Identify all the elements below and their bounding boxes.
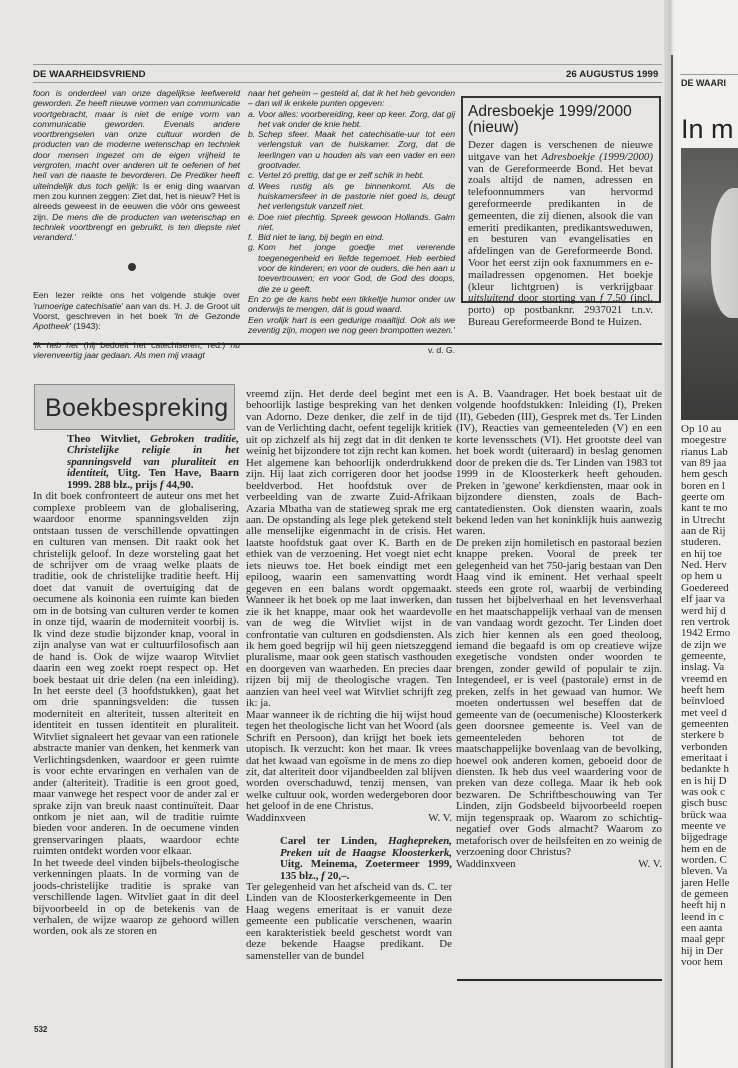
publication-name: DE WAARHEIDSVRIEND xyxy=(33,69,146,80)
text-line: ren vertrok xyxy=(681,615,730,628)
text-segment: Adresboekje (1999/2000) xyxy=(541,150,653,163)
text-segment: 'In de Gezonde Apotheek' xyxy=(33,311,240,332)
text-line: gisch busc xyxy=(681,797,728,810)
text-line: voor hem xyxy=(681,956,723,969)
signature: v. d. G. xyxy=(428,345,455,356)
paragraph xyxy=(456,389,662,538)
list-item-text: Kom het jonge goedje met vererende toegenegenheid en liefde tegemoet. Heb eerbied voor de kinderen; en voor de ouders, die hen aan u toevertrouwen; en voor God, de God des doops, die ze u geeft. xyxy=(258,242,455,294)
next-page xyxy=(680,0,738,1068)
paragraph xyxy=(246,710,452,813)
text-line: geerte om xyxy=(681,491,725,504)
text-line: hem gesch xyxy=(681,468,728,481)
list-item-label: g. xyxy=(248,242,256,253)
list-item xyxy=(248,109,455,130)
text-segment: Is er enig ding waarvan men zou kunnen zeggen: Ziet dat, het is nieuw? Het is alreeds geweest in de eeuwen die vóór ons geweest zijn. xyxy=(33,180,240,222)
text-line: rianus Lab xyxy=(681,445,728,458)
text-line: sterkere b xyxy=(681,729,725,742)
text-line: bijgedrage xyxy=(681,831,728,844)
list-item xyxy=(248,170,455,180)
section-heading-box xyxy=(34,384,235,430)
text-line: aan de Rij xyxy=(681,525,726,538)
header-top-rule xyxy=(33,64,662,65)
text-segment: uitsluitend xyxy=(468,292,514,305)
text-segment: Dezer dagen is verschenen de nieuwe uitgave van het xyxy=(468,139,653,163)
header-bottom-rule xyxy=(33,82,662,83)
list-item xyxy=(248,242,455,293)
text-line: jaren Helle xyxy=(681,876,730,889)
text-line: Goedereed xyxy=(681,581,729,594)
text-segment: 44,90. xyxy=(163,478,194,491)
text-segment: (1943): xyxy=(70,321,101,332)
text-line: de gemeen xyxy=(681,888,729,901)
list-item xyxy=(248,181,455,212)
text-segment: foon is onderdeel van onze dagelijkse leefwereld geworden. Ze heeft nieuwe vormen van communicatie voortgebracht, maar is niet de enige vorm van communicatie geworden. Evenals andere voortbrengselen van onze cultuur worden de producten van de moderne wetenschap en techniek door mensen ingezet om de eigen vrijheid te vergroten, macht over anderen uit te oefenen of het heil van de naaste te bevorderen. De Prediker heeft uiteindelijk dus toch gelijk: xyxy=(33,88,240,191)
text-line: inslag. Va xyxy=(681,661,725,674)
list-item-label: c. xyxy=(248,170,255,181)
text-segment: Theo Witvliet, xyxy=(67,433,151,445)
text-line: meente ve xyxy=(681,820,726,833)
text-line: in Utrecht xyxy=(681,513,726,526)
list-item-label: d. xyxy=(248,180,256,191)
next-page-header-rule xyxy=(680,74,738,75)
text-segment: f xyxy=(321,869,325,882)
text-line: brück waa xyxy=(681,808,727,821)
text-line: Op 10 au xyxy=(681,423,722,435)
signoff-place: Waddinxveen xyxy=(456,857,516,870)
text-segment: Uitg. Ten Have, Baarn 1999. 288 blz., prijs xyxy=(67,467,239,491)
text-segment: 20,–. xyxy=(324,869,350,882)
text-line: en is hij D xyxy=(681,774,727,787)
text-segment: is A. B. Vaandrager. Het boek bestaat uit de volgende hoofdstukken: Inleiding (I), Preken (II), Gebeden (III), Gesprek met ds. Ter Linden (IV), Reacties van gemeenteleden (V) en een korte levensschets (VI). Het grootste deel van het boek wordt (uiteraard) in beslag genomen door de preken die ds. Ter Linden van 1983 tot 1999 in de Kloosterkerk heeft gehouden. Preken in 'gewone' kerkdiensten, maar ook in bijzondere diensten, zoals de Bach-cantatediensten. Ook diensten waarin, zoals bekend leden van het koninklijk huis aanwezig waren. xyxy=(456,388,662,538)
text-line: leend in c xyxy=(681,910,724,923)
list-item-text: Schep sfeer. Maak het catechisatie-uur tot een verlengstuk van de huiskamer. Zorg, dat de leerlingen van u houden als van een vader en een grootvader. xyxy=(258,129,455,171)
list-item-text: Voor alles: voorbereiding, keer op keer. Zorg, dat gij het vak onder de knie hebt. xyxy=(258,108,455,129)
text-segment: f xyxy=(599,292,603,305)
list-intro: naar het geheim – gesteld al, dat ik het heb gevonden – dan wil ik enkele punten opgeven: xyxy=(248,88,455,109)
text-line: de zijn we xyxy=(681,638,727,651)
page-edge xyxy=(671,55,673,1068)
text-line: gemeente, xyxy=(681,649,726,662)
review-column-3 xyxy=(456,389,662,870)
text-segment: Haghepreken, Preken uit de Haagse Kloosterkerk, xyxy=(280,835,452,859)
text-segment: Ter gelegenheid van het afscheid van ds. C. ter Linden van de Kloosterkerkgemeente in Den Haag wegens emeritaat is er vanuit deze gemeente een publicatie verschenen, waarin een karakteristiek beeld geschetst wordt van deze bekende Haagse predikant. De samensteller van de bundel xyxy=(246,881,452,962)
text-line: studeren. xyxy=(681,536,722,549)
text-segment: vierenveertig jaar gedaan. Als men mij vraagt xyxy=(33,349,205,360)
section-bullet-icon xyxy=(128,263,136,271)
text-segment: aan van ds. H. J. de Groot uit Voorst, geschreven in het boek xyxy=(33,300,240,322)
text-line: heeft hem xyxy=(681,683,725,696)
text-segment: door storting van xyxy=(513,292,600,305)
signoff-initials: W. V. xyxy=(428,811,452,824)
paragraph xyxy=(33,88,240,242)
next-page-header: DE WAARI xyxy=(681,78,726,88)
text-line: vreemd en xyxy=(681,672,728,685)
text-line: maal gepr xyxy=(681,933,725,946)
text-line: Ned. Herv xyxy=(681,559,727,572)
list-item-label: a. xyxy=(248,108,256,119)
outro-paragraph: Een vrolijk hart is een gedurige maaltijd. Ook als we zeventig zijn, mogen we nog geen brompotten wezen.' xyxy=(248,314,455,335)
notice-box-adresboekje xyxy=(461,96,661,328)
notice-title: Adresboekje 1999/2000 (nieuw) xyxy=(468,103,632,136)
review-column-2 xyxy=(246,389,452,962)
text-line: emeritaat i xyxy=(681,751,728,764)
paragraph xyxy=(246,882,452,962)
text-line: beïnvloed xyxy=(681,695,725,708)
list-item-text: Wees rustig als ge binnenkomt. Als de huiskamersfeer in de pastorie niet goed is, deugt het verlengstuk vanzelf niet. xyxy=(258,180,455,212)
text-line: was ook c xyxy=(681,786,725,798)
text-segment: In het tweede deel vinden bijbels-theologische verkenningen plaats. In de vorming van de joods-christelijke traditie is sprake van verschillende lagen. Witvliet gaat in dit deel bijvoorbeeld in op de betekenis van de verhalen, de wijze waarop ze gehoord willen worden, ook als ze storen en xyxy=(33,856,239,938)
portrait-photo xyxy=(681,148,738,420)
text-segment: Een lezer reikte ons het volgende stukje over xyxy=(33,290,240,301)
text-segment: Carel ter Linden, xyxy=(280,835,389,848)
notice-body xyxy=(468,140,653,329)
text-line: elf jaar va xyxy=(681,593,725,606)
paragraph xyxy=(246,389,452,710)
next-page-title: In m xyxy=(681,114,734,144)
text-line: worden. C xyxy=(681,854,727,867)
portrait-face xyxy=(711,188,738,318)
text-segment: Maar wanneer ik de richting die hij wijst houd tegen het theologische licht van het Woord (als Schrift en Persoon), dan krijgt het boek iets utopisch. Ik verzucht: kon het maar. Ik vrees dat het kwaad van egoïsme in de mens zo diep zit, dat alteriteit door vijandbeelden zal blijven worden overschaduwd, tenzij mensen, van welke cultuur ook, worden wedergeboren door het geloof in de ene Christus. xyxy=(246,708,452,813)
issue-date: 26 AUGUSTUS 1999 xyxy=(566,69,659,80)
paragraph xyxy=(33,290,240,331)
column-end-rule xyxy=(457,979,662,981)
text-segment: Gebroken traditie, Christelijke religie in het spanningsveld van pluraliteit en identiteit, xyxy=(67,433,239,480)
list-item xyxy=(248,129,455,170)
list-item-text: Vertel zó prettig, dat ge er zelf schik in hebt. xyxy=(258,170,425,181)
text-segment: De preken zijn homiletisch en pastoraal bezien knappe preken. Vooral de preek ter gelegenheid van het 750-jarig bestaan van Den Haag vind ik eminent. Het verhaal speelt steeds een grote rol, waarbij de verbinding tussen het bijbelverhaal en het levensverhaal en het maatschappelijk verhaal van de mensen van vandaag wordt gezocht. Ter Linden doet zich hier kennen als een goed theoloog, iemand die begaafd is om op creatieve wijze exegetische vondsten onder woorden te brengen, zonder gewild of populair te zijn. Integendeel, er is veel (pastorale) ernst in de preken, zelfs in het gewaad van humor. We moeten ondertussen wel beseffen dat de gemeente van de (oecumenische) Kloosterkerk geen doorsnee gemeente is. Veel van de gemeenteleden behoren tot de maatschappelijke bovenlaag van de bevolking, hoewel ook anderen komen, geboeid door de diensten. Ik heb dus veel waardering voor de preken van deze collega. Maar ik heb ook bezwaren. De Schriftbeschouwing van Ter Linden, zijn Godsbeeld bijvoorbeeld roepen mijn tegenspraak op. Waarom zo schichtig-negatief over Gods almacht? Waarom zo metaforisch over de heilsfeiten en zo weinig de verzoening door Christus? xyxy=(456,536,662,859)
text-segment: vreemd zijn. Het derde deel begint met een behoorlijk lastige bespreking van het denken van Adorno. Deze denker, die zelf in de tijd van de Verlichting dacht, oefent tegelijk kritiek uit op zichzelf als hij zegt dat in dit denken te weinig het bijzondere tot zijn recht kan komen. Het algemene kan behoorlijk onderdrukkend zijn. Hij laat zich corrigeren door het joodse beeldverbod. Het hoofdstuk over de verbeelding van de zwarte Zuid-Afrikaan Azaria Mbatha van de statieweg sprak me erg aan. De opstanding als lege plek getekend stelt alle menselijke eigenmacht in de crisis. Het laatste hoofdstuk gaat over K. Barth en de ethiek van de verzoening. Het voegt niet echt iets nieuws toe. Het boek eindigt met een epiloog, waarin een samenvatting wordt gegeven en een balans wordt opgemaakt. Wanneer ik het boek op me laat inwerken, dan zie ik het knappe, maar ook het waardevolle van de weg die Witvliet wijst in de confrontatie van culturen en godsdiensten. Als ik hem goed begrijp wil hij geen nietszeggend pluralisme, maar ook geen statisch vasthouden en doorgeven van waarheden. En precies daar rijzen bij mij de theologische vragen. Ten aanzien van heel veel wat Witvliet schrijft zeg ik: ja. xyxy=(246,388,452,710)
text-line: kant te mo xyxy=(681,502,728,515)
text-line: hij in Der xyxy=(681,944,724,957)
text-line: op hem u xyxy=(681,570,722,583)
next-page-text xyxy=(681,424,730,969)
text-line: hem en de xyxy=(681,842,727,855)
paragraph xyxy=(33,491,239,858)
advice-list xyxy=(248,109,455,294)
text-line: moegestre xyxy=(681,434,727,447)
text-segment: f xyxy=(159,478,164,491)
review-column-1 xyxy=(33,434,239,938)
list-item-label: f. xyxy=(248,232,253,243)
paragraph xyxy=(33,858,239,938)
text-line: boren en l xyxy=(681,479,725,492)
text-line: heeft hij n xyxy=(681,899,726,912)
text-segment: Uitg. Meinema, Zoetermeer 1999, 135 blz., xyxy=(280,858,452,882)
page-number: 532 xyxy=(34,1025,48,1034)
signoff-place: Waddinxveen xyxy=(246,811,306,824)
list-item-text: Doe niet plechtig. Spreek gewoon Hollands. Galm niet. xyxy=(258,211,455,232)
column-top-middle xyxy=(248,88,455,355)
text-line: gemeenten xyxy=(681,717,729,730)
section-divider xyxy=(33,343,662,345)
text-segment: De mens die de producten van wetenschap en techniek voortbrengt en gebruikt, is ten diepste niet veranderd.' xyxy=(33,211,240,243)
text-line: verbonden xyxy=(681,740,728,753)
signoff xyxy=(456,859,662,870)
column-top-left xyxy=(33,88,240,360)
text-line: en hij toe xyxy=(681,547,722,560)
text-segment: 'rumoerige catechisatie' xyxy=(33,300,123,311)
list-item-label: b. xyxy=(248,129,256,140)
text-line: bedankte h xyxy=(681,763,729,776)
text-line: werd hij d xyxy=(681,604,726,617)
paragraph xyxy=(456,538,662,859)
text-segment: van de Gereformeerde Bond. Het bevat zoals altijd de namen, adressen en telefoonnummers van hervormd gereformeerde predikanten in de gemeenten, die zij dienen, alsook die van emeriti predikanten, predikantsweduwen, en besturen van evangelisaties en afdelingen van de Gereformeerde Bond. Voor het eerst zijn ook faxnummers en e-mailadressen opgenomen. Het boekje (kleur lichtgroen) is verkrijgbaar xyxy=(468,162,653,293)
text-line: bleven. Va xyxy=(681,865,728,878)
outro-paragraph: En zo ge de kans hebt een tikkeltje humor onder uw onderwijs te mengen, dát is goud waard. xyxy=(248,293,455,315)
text-segment: In dit boek confronteert de auteur ons met het complexe probleem van de globalisering, waardoor enorme spanningsvelden zijn ontstaan tussen de verschillende opvattingen en culturen van mensen. Dit raakt ook het christelijk geloof. In deze worsteling gaat het de schrijver om de vraag welke plaats de traditie, ook de christelijke traditie heeft. Hij doet dat vanuit de overtuiging dat de oecumene als koinonia een ruimte kan bieden om in de botsing van culturen verder te komen in onze tijd, waarin de moderniteit voorbij is. Ik vind deze studie bijzonder knap, vooral in zijn analyse van wat er cultuurfilosofisch aan de hand is. Ook de wijze waarop Witvliet daarin een weg zoekt roept respect op. Het boek bestaat uit drie delen (na een inleiding). In het eerste deel (3 hoofdstukken), gaat het om drie spanningsvelden: die tussen moderniteit en alteriteit, tussen alteriteit en identiteit en tussen identiteit en pluraliteit. Witvliet signaleert het gevaar van een rationele abstracte manier van denken, het kenmerk van Verlichtingsdenken, waardoor er geen ruimte is voor echte ervaringen en verhalen van de ander (alteriteit). Traditie is een groot goed, maar vanwege het respect voor de ander zal er sprake zijn van breuk naast continuïteit. Daar ontkom je niet aan, wil de traditie ruimte bieden voor anderen. In de oecumene vinden grenservaringen plaats, waardoor echte ruimten ontdekt worden voor elkaar. xyxy=(33,490,239,858)
signoff xyxy=(246,813,452,824)
book-citation xyxy=(246,836,452,882)
text-line: een aanta xyxy=(681,922,723,935)
list-item xyxy=(248,232,455,242)
list-item xyxy=(248,212,455,233)
text-segment: 7,50 (incl. porto) op postbanknr. 2937021 t.n.v. Bureau Gereformeerde Bond te Huizen. xyxy=(468,292,654,328)
text-line: met veel d xyxy=(681,706,727,719)
signoff-initials: W. V. xyxy=(638,857,662,870)
text-line: van 89 jaa xyxy=(681,457,727,470)
list-item-label: e. xyxy=(248,211,256,222)
list-item-text: Bid niet te lang, bij begin en eind. xyxy=(258,232,385,243)
book-citation xyxy=(33,434,239,491)
text-line: 1942 Ermo xyxy=(681,627,731,640)
section-title: Boekbespreking xyxy=(45,394,229,422)
